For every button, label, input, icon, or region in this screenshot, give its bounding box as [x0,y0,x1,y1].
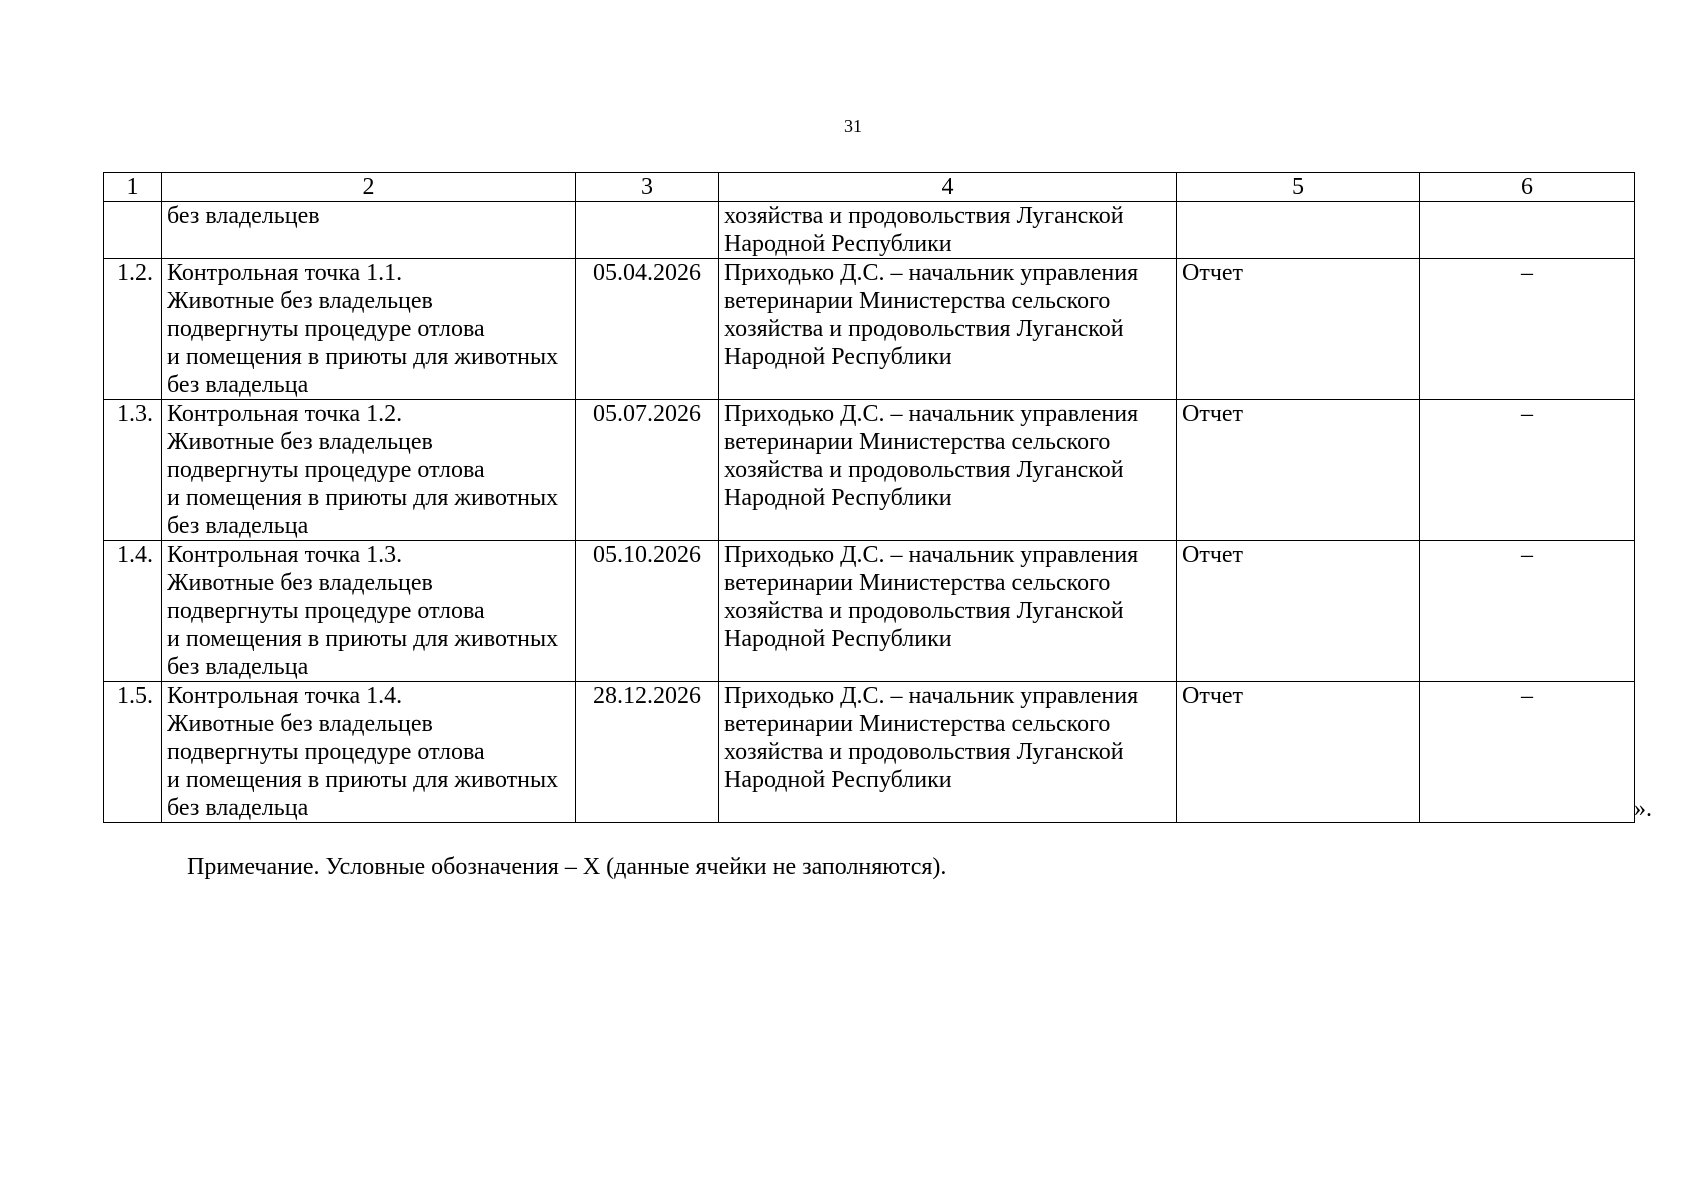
event-name-cell [162,400,576,541]
event-line: Животные без владельцев [167,570,433,596]
note-cell: – [1420,259,1635,400]
event-line: без владельца [167,372,309,398]
date-cell: 05.10.2026 [576,541,719,682]
event-line: Животные без владельцев [167,288,433,314]
responsible-line: Приходько Д.С. – начальник управления [724,683,1139,709]
event-line: Животные без владельцев [167,429,433,455]
row-number-cell: 1.5. [104,682,162,823]
column-header-6: 6 [1420,173,1635,202]
table-row [104,400,1635,541]
responsible-line: ветеринарии Министерства сельского [724,711,1111,737]
responsible-line: ветеринарии Министерства сельского [724,288,1111,314]
event-name-cell [162,259,576,400]
column-header-1: 1 [104,173,162,202]
event-name-cell [162,541,576,682]
row-number-cell: 1.4. [104,541,162,682]
responsible-line: хозяйства и продовольствия Луганской [724,598,1124,624]
event-line: и помещения в приюты для животных [167,767,559,793]
responsible-line: хозяйства и продовольствия Луганской [724,316,1124,342]
event-line: и помещения в приюты для животных [167,344,559,370]
row-number-cell: 1.2. [104,259,162,400]
responsible-line: Народной Республики [724,344,952,370]
responsible-line: Народной Республики [724,626,952,652]
event-line: Животные без владельцев [167,711,433,737]
responsible-line: Приходько Д.С. – начальник управления [724,542,1139,568]
table-row [104,682,1635,823]
column-header-3: 3 [576,173,719,202]
event-line: без владельца [167,795,309,821]
event-line: и помещения в приюты для животных [167,485,559,511]
note-cell: – [1420,400,1635,541]
row-number-cell [104,202,162,259]
closing-quote: ». [1634,796,1652,822]
column-header-5: 5 [1177,173,1420,202]
responsible-line: хозяйства и продовольствия Луганской [724,203,1124,229]
page-number: 31 [844,116,862,136]
responsible-line: Народной Республики [724,485,952,511]
document-type-cell: Отчет [1177,682,1420,823]
responsible-line: хозяйства и продовольствия Луганской [724,739,1124,765]
table-body [104,173,1635,823]
column-header-4: 4 [719,173,1177,202]
table-header-row [104,173,1635,202]
responsible-cell [719,682,1177,823]
event-line: и помещения в приюты для животных [167,626,559,652]
event-name-cell [162,202,576,259]
responsible-line: Народной Республики [724,231,952,257]
date-cell: 28.12.2026 [576,682,719,823]
responsible-line: Приходько Д.С. – начальник управления [724,260,1139,286]
event-line: без владельца [167,654,309,680]
event-line: Контрольная точка 1.4. [167,683,403,709]
control-points-table [103,172,1635,823]
responsible-line: хозяйства и продовольствия Луганской [724,457,1124,483]
responsible-cell [719,202,1177,259]
date-cell: 05.04.2026 [576,259,719,400]
date-cell: 05.07.2026 [576,400,719,541]
event-line: без владельцев [167,203,320,229]
responsible-line: Приходько Д.С. – начальник управления [724,401,1139,427]
document-type-cell: Отчет [1177,259,1420,400]
table-row [104,259,1635,400]
note-cell [1420,202,1635,259]
event-line: Контрольная точка 1.2. [167,401,403,427]
table-note: Примечание. Условные обозначения – X (данные ячейки не заполняются). [187,854,947,880]
responsible-cell [719,259,1177,400]
responsible-cell [719,400,1177,541]
date-cell [576,202,719,259]
table-row [104,202,1635,259]
responsible-line: ветеринарии Министерства сельского [724,429,1111,455]
note-cell: – [1420,541,1635,682]
event-line: Контрольная точка 1.1. [167,260,403,286]
responsible-line: ветеринарии Министерства сельского [724,570,1111,596]
event-line: Контрольная точка 1.3. [167,542,403,568]
responsible-cell [719,541,1177,682]
column-header-2: 2 [162,173,576,202]
document-type-cell [1177,202,1420,259]
responsible-line: Народной Республики [724,767,952,793]
event-line: подвергнуты процедуре отлова [167,316,485,342]
document-type-cell: Отчет [1177,541,1420,682]
row-number-cell: 1.3. [104,400,162,541]
table-row [104,541,1635,682]
note-cell: – [1420,682,1635,823]
event-line: без владельца [167,513,309,539]
event-line: подвергнуты процедуре отлова [167,457,485,483]
event-line: подвергнуты процедуре отлова [167,739,485,765]
event-name-cell [162,682,576,823]
document-type-cell: Отчет [1177,400,1420,541]
event-line: подвергнуты процедуре отлова [167,598,485,624]
